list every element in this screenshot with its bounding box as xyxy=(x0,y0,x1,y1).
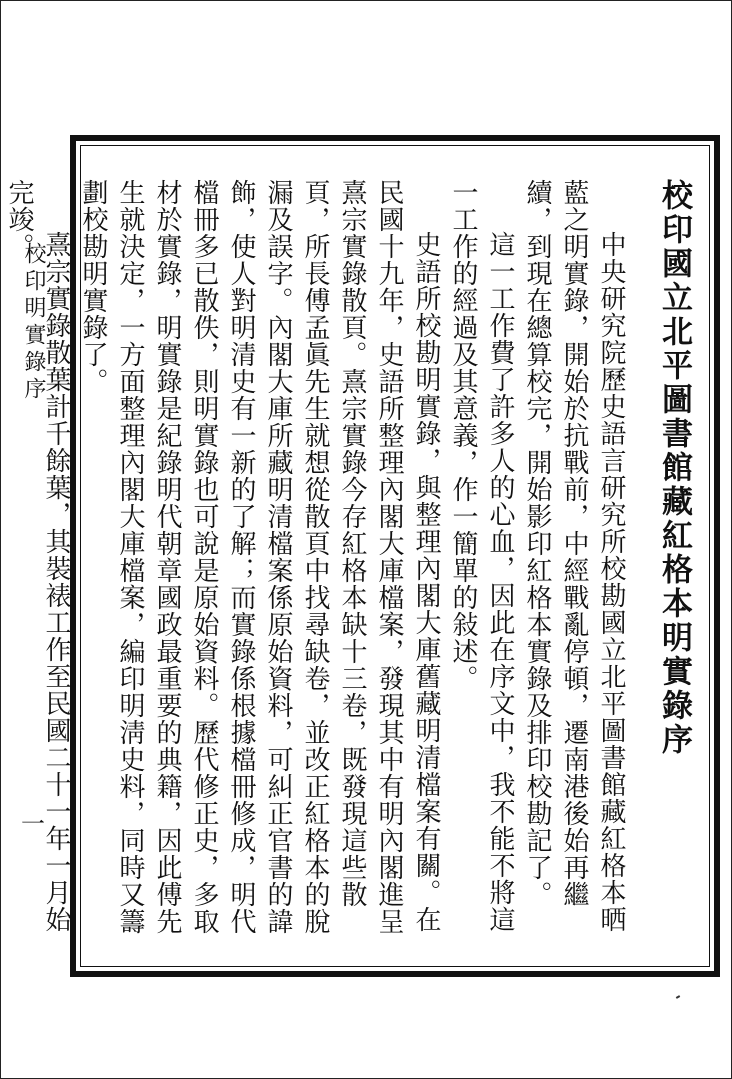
paragraph-4: 熹宗實錄散葉計千餘葉，其裝裱工作至民國二十一年一月始完竣。 xyxy=(4,179,71,933)
paragraph-2: 這一工作費了許多人的心血，因此在序文中，我不能不將這一工作的經過及其意義，作一簡單的敍述。 xyxy=(448,179,515,933)
running-title: 校印明實錄序 xyxy=(21,242,46,404)
preface-title: 校印國立北平圖書館藏紅格本明實錄序 xyxy=(656,179,692,757)
page-number: 一 xyxy=(21,810,45,838)
paragraph-1: 中央研究院歷史語言研究所校勘國立北平圖書館藏紅格本晒藍之明實錄，開始於抗戰前，中經戰亂停頓，遷南港後始再繼續，到現在總算校完，開始影印紅格本實錄及排印校勘記了。 xyxy=(522,179,626,933)
paragraph-3: 史語所校勘明實錄，與整理內閣大庫舊藏明清檔案有關。在民國十九年，史語所整理內閣大庫檔案，發現其中有明內閣進呈熹宗實錄散頁。熹宗實錄今存紅格本缺十三卷，既發現這些散頁，所長傅孟眞先生就想從散頁中找尋缺卷，並改正紅格本的脫漏及誤字。內閣大庫所藏明清檔案係原始資料，可糾正官書的諱飾，使人對明清史有一新的了解；而實錄係根據檔冊修成，明代檔冊多已散佚，則明實錄也可說是原始資料。歷代修正史，多取材於實錄，明實錄是紀錄明代朝章國政最重要的典籍，因此傅先生就決定，一方面整理內閣大庫檔案，編印明淸史料，同時又籌劃校勘明實錄了。 xyxy=(78,179,441,935)
